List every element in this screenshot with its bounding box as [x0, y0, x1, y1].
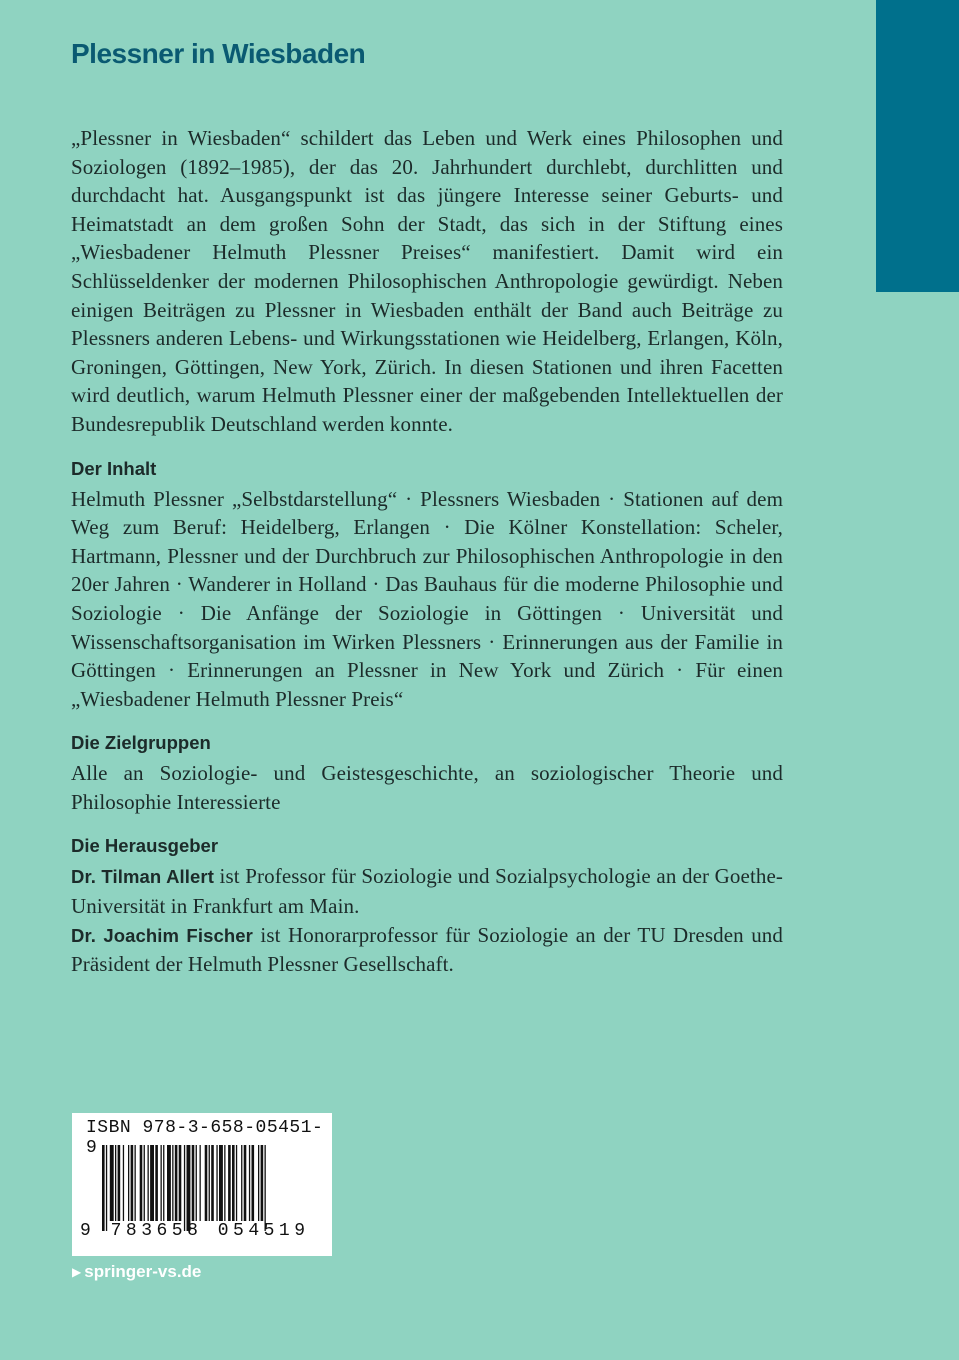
inhalt-text: Helmuth Plessner „Selbstdarstellung“ · Plessners Wiesbaden · Stationen auf dem Weg zum Beruf: Heidelberg, Erlangen · Die Kölner Konstellation: Scheler, Hartmann, Plessner und der Durchbruch zur Philosophischen Anthropologie in den 20er Jahren · Wanderer in Holland · Das Bauhaus für die moderne Philosophie und Soziologie · Die Anfänge der Soziologie in Göttingen · Universität und Wissenschaftsorganisation im Wirken Plessners · Erinnerungen aus der Familie in Göttingen · Erinnerungen an Plessner in New York und Zürich · Für einen „Wiesbadener Helmuth Plessner Preis“ — [71, 486, 783, 711]
barcode-bar — [128, 1145, 129, 1221]
editor1-name: Dr. Tilman Allert — [71, 866, 214, 888]
barcode-bar — [258, 1145, 259, 1221]
isbn-barcode — [72, 1113, 332, 1256]
barcode-bar — [148, 1145, 149, 1221]
barcode-bar — [106, 1145, 107, 1231]
play-arrow-icon: ▶ — [72, 1265, 82, 1279]
zielgruppen-heading: Die Zielgruppen — [71, 732, 211, 754]
barcode-bar — [102, 1145, 105, 1231]
back-cover-text — [71, 124, 783, 979]
barcode-bar — [131, 1145, 134, 1221]
barcode-bar — [184, 1145, 185, 1231]
barcode-bar — [123, 1145, 124, 1221]
barcode-bar — [110, 1145, 114, 1221]
barcode-bars — [102, 1145, 310, 1231]
editor1-bio — [71, 862, 783, 920]
barcode-bar — [118, 1145, 121, 1221]
barcode-bar — [115, 1145, 116, 1221]
barcode-bar — [135, 1145, 136, 1221]
barcode-bar — [163, 1145, 164, 1221]
barcode-bar — [261, 1145, 264, 1221]
barcode-bar — [211, 1145, 214, 1221]
barcode-bar — [144, 1145, 145, 1221]
publisher-url[interactable] — [72, 1262, 201, 1282]
inhalt-heading: Der Inhalt — [71, 457, 157, 479]
page-title: Plessner in Wiesbaden — [71, 38, 366, 69]
barcode-bar — [241, 1145, 242, 1221]
editor1-text: ist Professor für Soziologie und Sozialpsychologie an der Goethe-Universität in Frankfurt am Main. — [71, 864, 783, 919]
editor2-text: ist Honorarprofessor für Soziologie an der TU Dresden und Präsident der Helmuth Plessner Gesellschaft. — [71, 922, 783, 977]
barcode-bar — [155, 1145, 158, 1221]
barcode-bar — [244, 1145, 247, 1221]
barcode-bar — [161, 1145, 162, 1221]
intro-paragraph: „Plessner in Wiesbaden“ schildert das Leben und Werk eines Philosophen und Soziologen (1892–1985), der das 20. Jahrhundert durchlebt, durchlitten und durchdacht hat. Ausgangspunkt ist das jüngere Interesse seiner Geburts- und Heimatstadt an dem großen Sohn der Stadt, das sich in der Stiftung eines „Wiesbadener Helmuth Plessner Preises“ manifestiert. Damit wird ein Schlüsseldenker der modernen Philosophischen Anthropologie gewürdigt. Neben einigen Beiträgen zu Plessner in Wiesbaden enthält der Band auch Beiträge zu Plessners anderen Lebens- und Wirkungsstationen wie Heidelberg, Erlangen, Köln, Groningen, Göttingen, New York, Zürich. In diesen Stationen und ihren Facetten wird deutlich, warum Helmuth Plessner einer der maßgebenden Intellektuellen der Bundesrepublik Deutschland werden konnte. — [71, 126, 783, 436]
barcode-bar — [219, 1145, 223, 1221]
barcode-bar — [216, 1145, 217, 1221]
barcode-bar — [140, 1145, 143, 1221]
publisher-url-text: springer-vs.de — [84, 1262, 202, 1281]
barcode-bar — [232, 1145, 235, 1221]
barcode-bar — [167, 1145, 171, 1221]
barcode-bar — [209, 1145, 210, 1221]
barcode-bar — [200, 1145, 201, 1221]
herausgeber-heading: Die Herausgeber — [71, 835, 219, 857]
barcode-bar — [249, 1145, 250, 1221]
barcode-digits: 9 783658 054519 — [80, 1221, 310, 1241]
barcode-bar — [252, 1145, 255, 1221]
barcode-bar — [150, 1145, 154, 1221]
barcode-bar — [265, 1145, 266, 1231]
barcode-bar — [179, 1145, 182, 1221]
barcode-bar — [175, 1145, 178, 1221]
barcode-bar — [196, 1145, 197, 1221]
barcode-bar — [187, 1145, 191, 1231]
barcode-bar — [205, 1145, 208, 1221]
editor2-bio — [71, 921, 783, 979]
barcode-bar — [192, 1145, 195, 1221]
barcode-bar — [236, 1145, 237, 1221]
barcode-bar — [172, 1145, 173, 1221]
editor2-name: Dr. Joachim Fischer — [71, 924, 253, 946]
barcode-bar — [224, 1145, 225, 1221]
barcode-bar — [228, 1145, 231, 1221]
corner-color-band — [876, 0, 959, 292]
zielgruppen-text: Alle an Soziologie- und Geistesgeschichte, an soziologischer Theorie und Philosophie Interessierte — [71, 761, 783, 814]
isbn-number: ISBN 978-3-658-05451-9 — [86, 1118, 324, 1158]
